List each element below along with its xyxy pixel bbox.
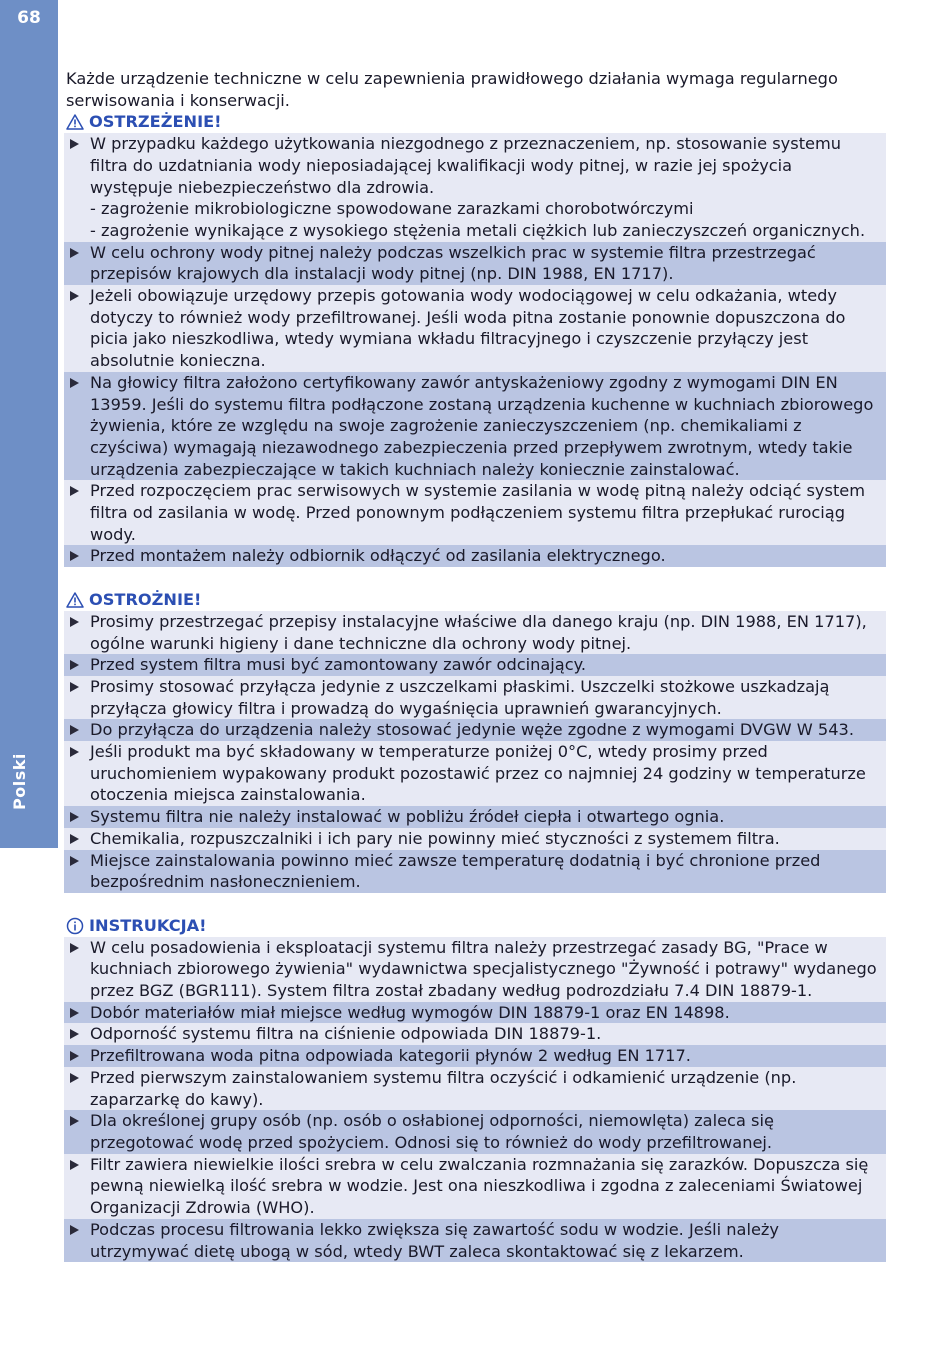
bullet-arrow-icon [70,725,79,735]
list-item-text: Podczas procesu filtrowania lekko zwiększa się zawartość sodu w wodzie. Jeśli należy utrzymywać dietę ubogą w sód, wtedy BWT zaleca skontaktować się z lekarzem. [90,1219,779,1261]
bullet-arrow-icon [70,834,79,844]
warning-list [64,133,886,567]
bullet-arrow-icon [70,248,79,258]
bullet-arrow-icon [70,943,79,953]
list-item [64,1002,886,1024]
list-item [64,1067,886,1110]
bullet-arrow-icon [70,1116,79,1126]
list-item-text: Jeżeli obowiązuje urzędowy przepis gotowania wody wodociągowej w celu odkażania, wtedy dotyczy to również wody przefiltrowanej. Jeśli woda pitna zostanie ponownie dopuszczona do picia jako nieszkodliwa, wtedy wymiana wkładu filtracyjnego i czyszczenie przyłączy jest absolutnie konieczna. [90,286,846,371]
list-item [64,937,886,1002]
list-item [64,806,886,828]
list-item [64,654,886,676]
bullet-arrow-icon [70,1051,79,1061]
caution-list [64,611,886,893]
bullet-arrow-icon [70,139,79,149]
bullet-arrow-icon [70,617,79,627]
page-content [64,68,886,1262]
list-item-text: Przed pierwszym zainstalowaniem systemu filtra oczyścić i odkamienić urządzenie (np. zaparzarkę do kawy). [90,1067,797,1109]
list-item [64,480,886,545]
warning-triangle-icon [66,592,84,608]
list-item-text: Filtr zawiera niewielkie ilości srebra w celu zwalczania rozmnażania się zarazków. Dopuszcza się pewną niewielką ilość srebra w wodzie. Jest ona nieszkodliwa i zgodna z zaleceniami Światowej Organizacji Zdrowia (WHO). [90,1154,869,1218]
bullet-arrow-icon [70,1008,79,1018]
list-item-text: Do przyłącza do urządzenia należy stosować jedynie węże zgodne z wymogami DVGW W 543. [90,720,854,740]
list-item [64,1219,886,1262]
bullet-arrow-icon [70,1073,79,1083]
list-item [64,242,886,285]
list-item [64,611,886,654]
list-item [64,1154,886,1219]
list-item-text: Przed montażem należy odbiornik odłączyć od zasilania elektrycznego. [90,546,666,566]
list-item-text: Prosimy stosować przyłącza jedynie z uszczelkami płaskimi. Uszczelki stożkowe uszkadzają przyłącza głowicy filtra i prowadzą do wygaśnięcia uprawnień gwarancyjnych. [90,676,830,718]
list-item [64,545,886,567]
list-item-text: Odporność systemu filtra na ciśnienie odpowiada DIN 18879-1. [90,1024,602,1044]
language-label: Polski [10,753,29,810]
caution-heading-text: OSTROŻNIE! [89,590,202,610]
list-item-text: Przed system filtra musi być zamontowany zawór odcinający. [90,655,587,675]
list-item-text: Dobór materiałów miał miejsce według wymogów DIN 18879-1 oraz EN 14898. [90,1002,730,1022]
info-circle-icon [66,917,84,935]
warning-heading-text: OSTRZEŻENIE! [89,112,222,132]
list-item-text: Jeśli produkt ma być składowany w temperaturze poniżej 0°C, wtedy prosimy przed uruchomieniem wypakowany produkt pozostawić przez co najmniej 24 godziny w temperaturze otoczenia miejsca zainstalowania. [90,742,866,805]
list-item-text: Przefiltrowana woda pitna odpowiada kategorii płynów 2 według EN 1717. [90,1046,691,1066]
list-item [64,372,886,481]
list-item-text: Systemu filtra nie należy instalować w pobliżu źródeł ciepła i otwartego ognia. [90,807,725,827]
list-item [64,1023,886,1045]
list-item [64,1110,886,1153]
bullet-arrow-icon [70,1225,79,1235]
warning-heading [64,111,886,133]
bullet-arrow-icon [70,812,79,822]
bullet-arrow-icon [70,1029,79,1039]
bullet-arrow-icon [70,551,79,561]
list-item-text: Miejsce zainstalowania powinno mieć zawsze temperaturę dodatnią i być chronione przed bezpośrednim nasłonecznieniem. [90,850,821,892]
list-item-text: Dla określonej grupy osób (np. osób o osłabionej odporności, niemowlęta) zaleca się przegotować wodę przed spożyciem. Odnosi się to również do wody przefiltrowanej. [90,1111,774,1152]
bullet-arrow-icon [70,682,79,692]
page-number: 68 [17,8,41,28]
bullet-arrow-icon [70,1160,79,1170]
list-item [64,719,886,741]
list-item-text: Prosimy przestrzegać przepisy instalacyjne właściwe dla danego kraju (np. DIN 1988, EN 1717), ogólne warunki higieny i dane techniczne dla ochrony wody pitnej. [90,611,867,653]
list-item [64,285,886,372]
list-item [64,741,886,806]
list-item-text: W celu posadowienia i eksploatacji systemu filtra należy przestrzegać zasady BG, "Prace w kuchniach zbiorowego żywienia" wydawnictwa specjalistycznego "Żywność i potrawy" wydanego przez BGZ (BGR111). System filtra został zbadany według podrozdziału 7.4 DIN 18879-1. [90,937,877,1001]
instruction-heading-text: INSTRUKCJA! [89,915,207,935]
list-item-text: W przypadku każdego użytkowania niezgodnego z przeznaczeniem, np. stosowanie systemu filtra do uzdatniania wody nieposiadającej kwalifikacji wody pitnej, w razie jej spożycia występuje niebezpieczeństwo dla zdrowia. - zagrożenie mikrobiologiczne spowodowane zarazkami chorobotwórczymi - zagrożenie wynikające z wysokiego stężenia metali ciężkich lub zanieczyszczeń organicznych. [90,134,866,240]
warning-triangle-icon [66,114,84,130]
list-item-text: W celu ochrony wody pitnej należy podczas wszelkich prac w systemie filtra przestrzegać przepisów krajowych dla instalacji wody pitnej (np. DIN 1988, EN 1717). [90,242,816,284]
list-item [64,850,886,893]
language-sidebar [0,0,58,848]
intro-paragraph: Każde urządzenie techniczne w celu zapewnienia prawidłowego działania wymaga regularnego serwisowania i konserwacji. [66,69,838,110]
bullet-arrow-icon [70,486,79,496]
list-item-text: Chemikalia, rozpuszczalniki i ich pary nie powinny mieć styczności z systemem filtra. [90,828,780,848]
caution-heading [64,589,886,611]
bullet-arrow-icon [70,378,79,388]
list-item-text: Przed rozpoczęciem prac serwisowych w systemie zasilania w wodę pitną należy odciąć system filtra od zasilania w wodę. Przed ponownym podłączeniem systemu filtra przepłukać rurociąg wody. [90,481,866,544]
list-item [64,133,886,242]
instruction-list [64,937,886,1263]
bullet-arrow-icon [70,660,79,670]
list-item [64,828,886,850]
bullet-arrow-icon [70,291,79,301]
bullet-arrow-icon [70,747,79,757]
list-item [64,1045,886,1067]
instruction-heading [64,915,886,937]
list-item-text: Na głowicy filtra założono certyfikowany zawór antyskażeniowy zgodny z wymogami DIN EN 13959. Jeśli do systemu filtra podłączone zostaną urządzenia kuchenne w kuchniach zbiorowego żywienia, które ze względu na swoje zagrożenie zanieczyszczeniem (np. chemikaliami z czyściwa) wymagają niezawodnego zabezpieczenia przed przepływem zwrotnym, wtedy takie urządzenia zabezpieczające w takich kuchniach należy koniecznie zainstalować. [90,372,874,479]
bullet-arrow-icon [70,856,79,866]
list-item [64,676,886,719]
